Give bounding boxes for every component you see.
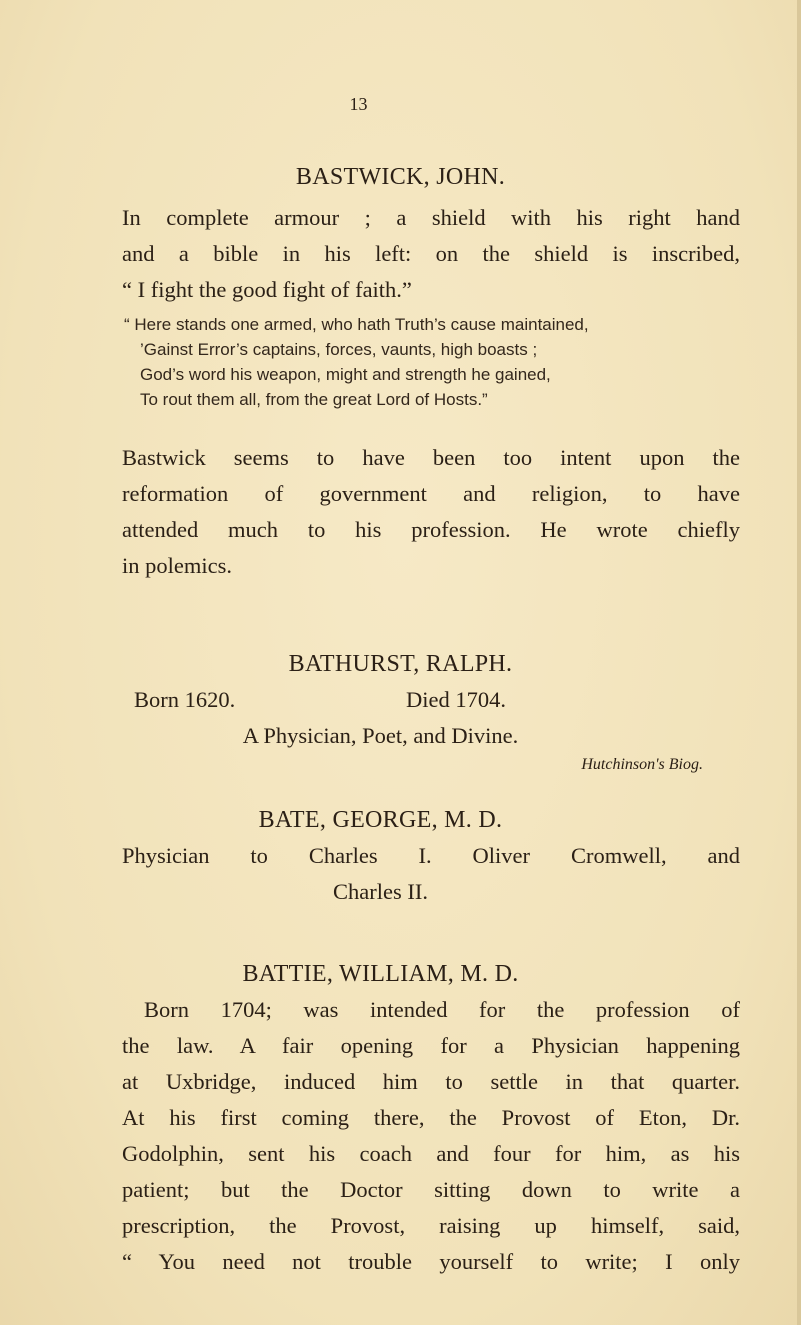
body-line: reformation of government and religion, to have [122, 481, 740, 506]
body-line: prescription, the Provost, raising up himself, said, [122, 1213, 740, 1238]
body-line: Born 1704; was intended for the profession of [144, 997, 740, 1022]
body-line: “ You need not trouble yourself to write; I only [122, 1249, 740, 1274]
page-number: 13 [349, 94, 368, 114]
poem-line: “ Here stands one armed, who hath Truth’s cause maintained, [124, 315, 589, 334]
body-line: Bastwick seems to have been too intent upon the [122, 445, 740, 470]
description: A Physician, Poet, and Divine. [242, 723, 519, 748]
body-line: Godolphin, sent his coach and four for him, as his [122, 1141, 740, 1166]
entry-heading-battie: BATTIE, WILLIAM, M. D. [242, 961, 519, 987]
entry-heading-bate: BATE, GEORGE, M. D. [258, 807, 503, 833]
poem-line: ’Gainst Error’s captains, forces, vaunts, high boasts ; [140, 340, 538, 359]
poem-line: To rout them all, from the great Lord of Hosts.” [140, 390, 488, 409]
body-line: At his first coming there, the Provost of Eton, Dr. [122, 1105, 740, 1130]
body-line: and a bible in his left: on the shield is inscribed, [122, 241, 740, 266]
body-line: attended much to his profession. He wrote chiefly [122, 517, 740, 542]
died-date: Died 1704. [406, 687, 506, 712]
body-line: at Uxbridge, induced him to settle in that quarter. [122, 1069, 740, 1094]
body-line: Charles II. [333, 879, 428, 904]
body-line: In complete armour ; a shield with his right hand [122, 205, 740, 230]
body-line: “ I fight the good fight of faith.” [122, 277, 412, 302]
body-line: patient; but the Doctor sitting down to write a [122, 1177, 740, 1202]
source-citation: Hutchinson's Biog. [581, 756, 703, 773]
born-date: Born 1620. [134, 687, 236, 712]
poem-line: God’s word his weapon, might and strength he gained, [140, 365, 551, 384]
entry-heading-bathurst: BATHURST, RALPH. [288, 651, 513, 677]
entry-heading-bastwick: BASTWICK, JOHN. [295, 164, 506, 190]
body-line: in polemics. [122, 553, 232, 578]
body-line: Physician to Charles I. Oliver Cromwell, and [122, 843, 740, 868]
body-line: the law. A fair opening for a Physician happening [122, 1033, 740, 1058]
